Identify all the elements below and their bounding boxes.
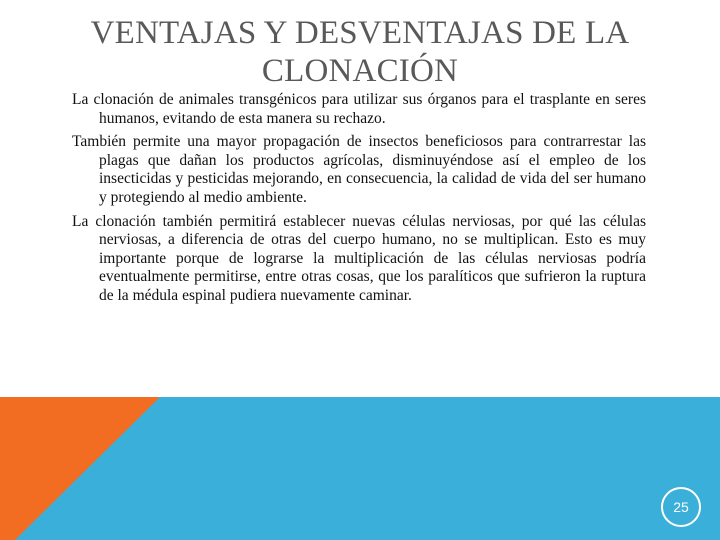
paragraph-beneficial-insects: También permite una mayor propagación de insectos beneficiosos para contrarrestar las plagas que dañan los productos agrícolas, disminuyéndose así el empleo de los insecticidas y pesticidas mejorando, en consecuencia, la calidad de vida del ser humano y protegiendo al medio ambiente.	[72, 133, 646, 206]
paragraph-nerve-cells: La clonación también permitirá establecer nuevas células nerviosas, por qué las células nerviosas, a diferencia de otras del cuerpo humano, no se multiplican. Esto es muy importante porque de lograrse la multiplicación de las células nerviosas podría eventualmente permitirse, entre otras cosas, que los paralíticos que sufrieron la ruptura de la médula espinal pudiera nuevamente caminar.	[72, 212, 646, 304]
slide-title: VENTAJAS Y DESVENTAJAS DE LA CLONACIÓN	[90, 15, 630, 89]
page-number-badge: 25	[661, 487, 701, 527]
paragraph-transgenic-organs: La clonación de animales transgénicos para utilizar sus órganos para el trasplante en seres humanos, evitando de esta manera su rechazo.	[72, 91, 646, 127]
slide-body	[72, 91, 646, 311]
